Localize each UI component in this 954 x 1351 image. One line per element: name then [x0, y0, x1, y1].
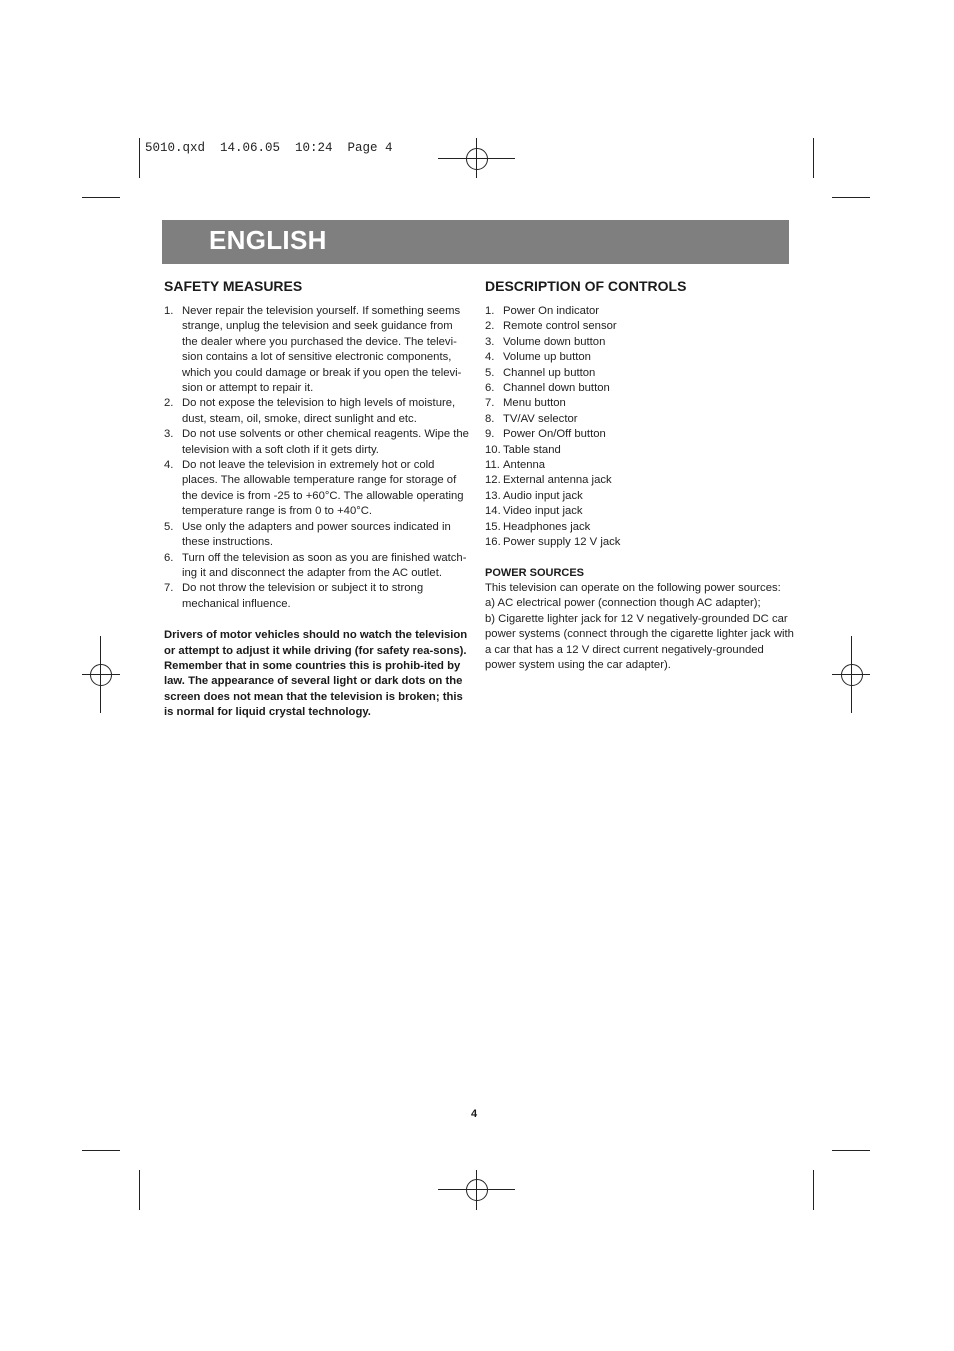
item-number: 4.	[485, 351, 495, 364]
list-item	[164, 551, 470, 582]
item-number: 1.	[164, 305, 174, 317]
item-text: TV/AV selector	[503, 412, 578, 425]
list-item	[485, 443, 795, 458]
registration-mark	[466, 1179, 488, 1201]
list-item	[485, 504, 795, 519]
power-sources-intro: This television can operate on the following power sources:	[485, 581, 781, 594]
item-number: 6.	[164, 551, 174, 564]
item-number: 15.	[485, 520, 501, 533]
list-item	[485, 458, 795, 473]
list-item	[485, 366, 795, 381]
list-item	[485, 535, 795, 550]
registration-mark	[841, 664, 863, 686]
list-item	[485, 520, 795, 535]
list-item	[485, 427, 795, 442]
item-text: Channel up button	[503, 366, 596, 379]
item-number: 2.	[485, 320, 495, 333]
item-text: Never repair the television yourself. If something seems strange, unplug the television and seek guidance from the dealer where you purchased the device. The televi-sion contains a lot of sensitive electronic components, which you could damage or break if you open the televi-sion or attempt to repair it.	[182, 305, 462, 395]
list-item	[164, 396, 470, 427]
controls-section	[485, 278, 795, 673]
safety-heading: SAFETY MEASURES	[164, 278, 303, 294]
item-text: Headphones jack	[503, 520, 591, 533]
crop-mark	[82, 197, 120, 198]
item-text: Do not expose the television to high levels of moisture, dust, steam, oil, smoke, direct sunlight and etc.	[182, 397, 456, 425]
item-text: Use only the adapters and power sources indicated in these instructions.	[182, 520, 451, 549]
item-number: 10.	[485, 443, 501, 456]
registration-mark	[466, 148, 488, 170]
list-item	[485, 489, 795, 504]
safety-list	[164, 304, 470, 612]
printer-slug: 5010.qxd 14.06.05 10:24 Page 4	[145, 141, 393, 155]
item-number: 7.	[485, 397, 495, 410]
crop-mark	[813, 1170, 814, 1210]
item-text: Power On/Off button	[503, 428, 606, 441]
item-number: 1.	[485, 305, 495, 317]
list-item	[485, 304, 795, 319]
item-number: 7.	[164, 582, 174, 595]
item-number: 5.	[164, 520, 174, 533]
banner-title: ENGLISH	[209, 225, 327, 255]
safety-section	[164, 278, 470, 732]
item-text: Do not leave the television in extremely hot or cold places. The allowable temperature range for storage of the device is from -25 to +60°C. The allowable operating temperature range is from 0 to +40°C.	[182, 459, 464, 518]
power-sources-heading: POWER SOURCES	[485, 566, 585, 579]
item-number: 8.	[485, 412, 495, 425]
item-text: Audio input jack	[503, 489, 583, 502]
power-source-car: b) Cigarette lighter jack for 12 V negatively-grounded DC car power systems (connect through the cigarette lighter jack with a car that has a 12 V direct current negatively-grounded power system using the car adapter).	[485, 612, 794, 671]
list-item	[164, 520, 470, 551]
item-text: Remote control sensor	[503, 320, 617, 333]
item-number: 13.	[485, 489, 501, 502]
item-number: 16.	[485, 536, 501, 549]
item-text: Volume up button	[503, 351, 591, 364]
controls-list	[485, 304, 795, 551]
list-item	[485, 319, 795, 334]
item-text: Power supply 12 V jack	[503, 536, 621, 549]
item-number: 11.	[485, 459, 500, 472]
list-item	[164, 458, 470, 520]
crop-mark	[82, 1150, 120, 1151]
crop-mark	[832, 1150, 870, 1151]
driver-warning: Drivers of motor vehicles should no watch the television or attempt to adjust it while driving (for safety rea-sons). Remember that in some countries this is prohib-ited by law. The appearance of several light or dark dots on the screen does not mean that the television is broken; this is normal for liquid crystal technology.	[164, 629, 468, 719]
page-number: 4	[471, 1108, 478, 1120]
item-number: 12.	[485, 474, 501, 487]
list-item	[485, 412, 795, 427]
item-text: Do not use solvents or other chemical reagents. Wipe the television with a soft cloth if it gets dirty.	[182, 428, 469, 456]
item-number: 14.	[485, 505, 501, 518]
controls-heading: DESCRIPTION OF CONTROLS	[485, 278, 687, 294]
crop-mark	[139, 138, 140, 178]
item-text: Antenna	[503, 459, 546, 472]
list-item	[164, 427, 470, 458]
registration-mark	[90, 664, 112, 686]
list-item	[164, 581, 470, 612]
list-item	[485, 335, 795, 350]
item-number: 2.	[164, 397, 174, 410]
item-number: 4.	[164, 459, 174, 472]
list-item	[485, 381, 795, 396]
item-text: Video input jack	[503, 505, 583, 518]
list-item	[485, 473, 795, 488]
item-number: 9.	[485, 428, 495, 441]
item-number: 5.	[485, 366, 495, 379]
power-source-ac: a) AC electrical power (connection though AC adapter);	[485, 597, 761, 610]
item-text: Channel down button	[503, 382, 610, 395]
item-number: 6.	[485, 382, 495, 395]
item-text: Volume down button	[503, 335, 606, 348]
crop-mark	[139, 1170, 140, 1210]
item-text: Menu button	[503, 397, 566, 410]
list-item	[485, 350, 795, 365]
list-item	[164, 304, 470, 396]
crop-mark	[813, 138, 814, 178]
item-text: Turn off the television as soon as you are finished watch-ing it and disconnect the adapter from the AC outlet.	[182, 551, 467, 579]
item-number: 3.	[485, 335, 495, 348]
item-text: External antenna jack	[503, 474, 612, 487]
crop-mark	[832, 197, 870, 198]
language-banner	[162, 220, 789, 264]
item-text: Table stand	[503, 443, 561, 456]
list-item	[485, 396, 795, 411]
item-text: Power On indicator	[503, 305, 600, 317]
item-number: 3.	[164, 428, 174, 441]
item-text: Do not throw the television or subject it to strong mechanical influence.	[182, 582, 424, 610]
